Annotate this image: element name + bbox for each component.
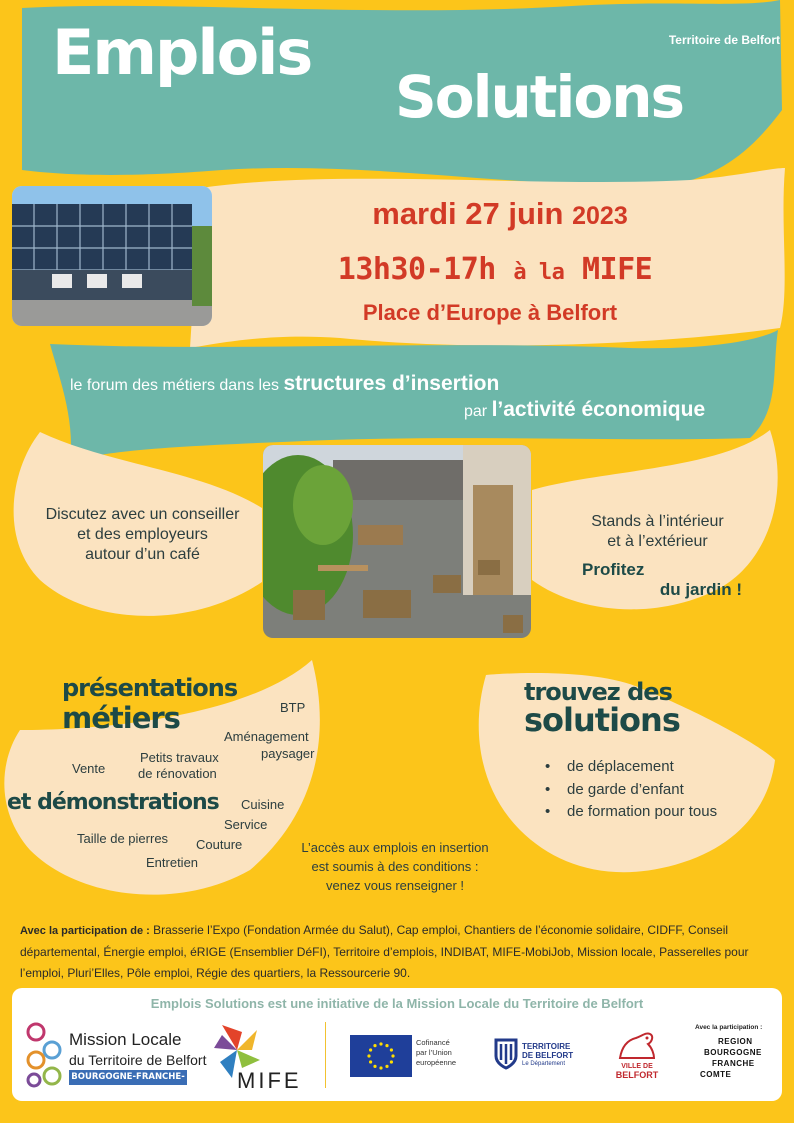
building-photo [12, 186, 212, 326]
metier-cuisine: Cuisine [241, 797, 285, 812]
metier-couture: Couture [196, 837, 243, 852]
list-item: • de déplacement [545, 758, 775, 781]
demonstrations-title: et démonstrations [7, 790, 219, 815]
mission-locale-logo-icon [22, 1020, 66, 1090]
event-place: Place d’Europe à Belfort [362, 300, 618, 325]
title-solutions: Solutions [395, 63, 684, 131]
metier-petits-1: Petits travaux [140, 750, 219, 765]
trouvez-title: trouvez des [524, 678, 672, 706]
solutions-list [545, 758, 775, 826]
metier-taille: Taille de pierres [77, 831, 169, 846]
territoire-belfort-logo-icon [492, 1036, 520, 1072]
region-participation-label: Avec la participation : [695, 1024, 763, 1031]
garden-photo [263, 445, 531, 638]
metier-vente: Vente [72, 761, 106, 776]
footer-divider [325, 1022, 326, 1088]
event-time: 13h30-17h à la MIFE [337, 252, 653, 287]
forum-line-1: le forum des métiers dans les structures d’insertion [70, 372, 500, 395]
metier-service: Service [224, 817, 268, 832]
territoire-label: Territoire de Belfort [668, 33, 780, 47]
metier-entretien: Entretien [146, 855, 199, 870]
access-conditions: L’accès aux emplois en insertion est soumis à des conditions : venez vous renseigner ! [301, 840, 489, 893]
mission-locale-name: Mission Locale du Territoire de Belfort [69, 1030, 207, 1068]
solutions-title: solutions [524, 701, 680, 739]
footer-title: Emplois Solutions est une initiative de la Mission Locale du Territoire de Belfort [150, 996, 644, 1011]
metier-btp: BTP [280, 700, 306, 715]
left-petal-text: Discutez avec un conseiller et des employeurs autour d’un café [45, 506, 240, 563]
lion-belfort-icon [616, 1030, 658, 1062]
list-item: • de formation pour tous [545, 803, 775, 826]
eu-cofinance-text: Cofinancé par l’Union européenne [416, 1038, 457, 1067]
presentations-title: présentations [62, 674, 238, 702]
metier-amenagement-2: paysager [261, 746, 315, 761]
list-item: • de garde d’enfant [545, 781, 775, 804]
right-petal-bold: Profitez du jardin ! [582, 560, 742, 599]
metier-amenagement-1: Aménagement [224, 729, 309, 744]
eu-flag-icon [350, 1035, 412, 1077]
forum-line-2: par l’activité économique [464, 398, 706, 421]
metier-petits-2: de rénovation [138, 766, 217, 781]
ville-belfort-text: VILLE DE BELFORT [615, 1063, 659, 1080]
event-date: mardi 27 juin 2023 [372, 196, 628, 231]
partners-list: Avec la participation de : Brasserie l’Expo (Fondation Armée du Salut), Cap emploi, Chantiers de l’économie solidaire, CIDFF, Conseil départemental, Énergie emploi, éRIGE (Ensemblier DéFI), Territoire d’emplois, INDIBAT, MIFE-MobiJob, Mission locale, Passerelles pour l’emploi, Pluri’Elles, Pôle emploi, Régie des quartiers, la Ressourcerie 90. [20, 923, 749, 980]
region-bfc-logo: REGION BOURGOGNE FRANCHE COMTE [700, 1037, 762, 1079]
mife-logo-text: MIFE [237, 1068, 302, 1093]
metiers-title: métiers [62, 701, 180, 735]
mission-locale-region-bar: BOURGOGNE-FRANCHE-COMTE [69, 1070, 187, 1085]
title-emplois: Emplois [52, 16, 312, 89]
right-petal-text: Stands à l’intérieur et à l’extérieur [591, 513, 724, 550]
territoire-belfort-text: TERRITOIRE DE BELFORT Le Département [522, 1042, 574, 1067]
